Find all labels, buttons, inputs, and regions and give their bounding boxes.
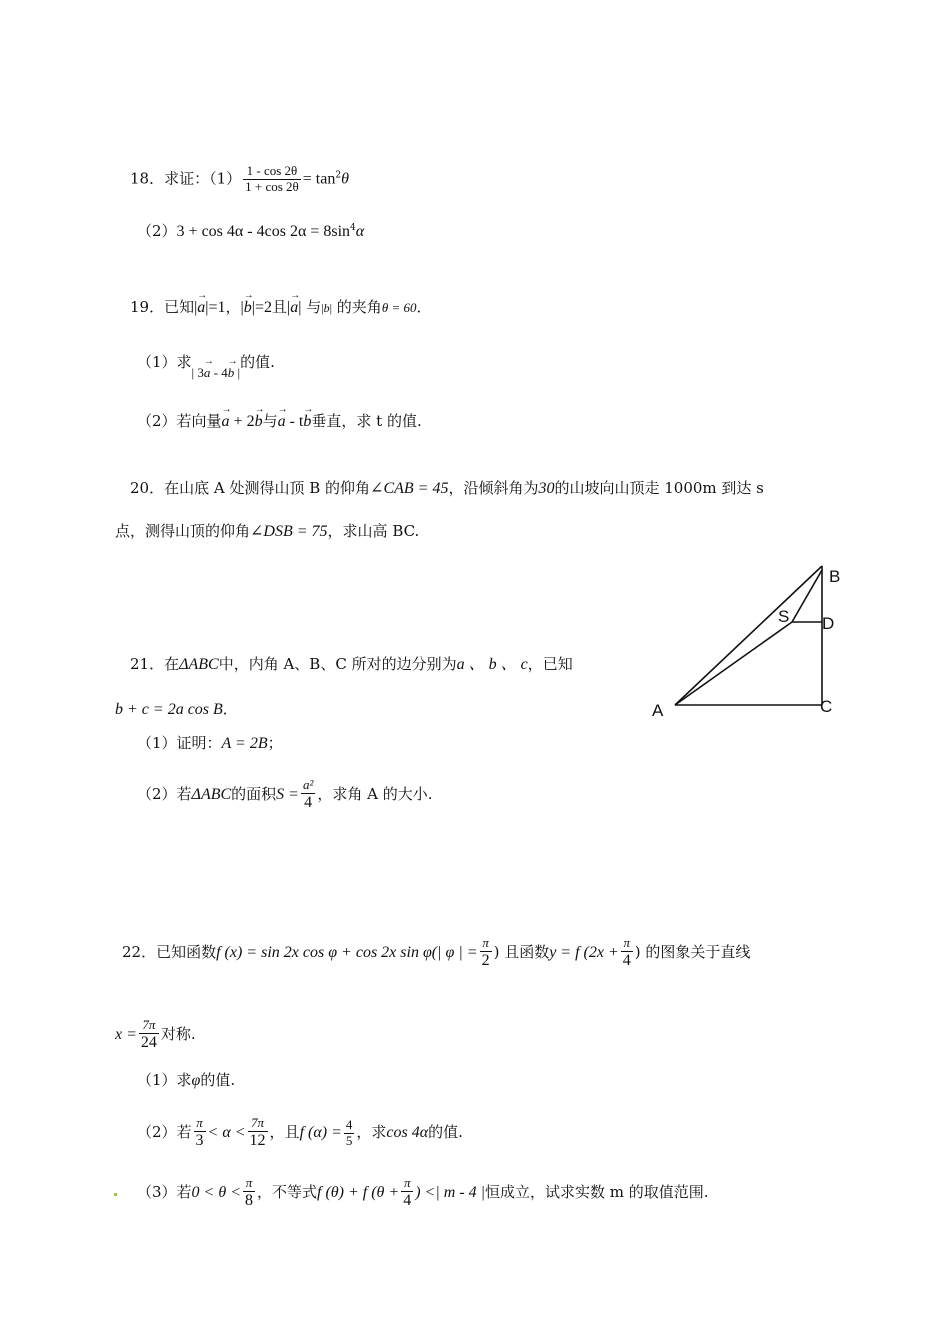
q18-line1: 18．求证：（1） $\frac{1 - \cos 2\theta}{1 + \cos 2\theta}$ = $\tan^2\theta$	[130, 163, 349, 194]
q22-line3: （1）求φ的值.	[137, 1071, 236, 1089]
label-S: S	[778, 607, 790, 626]
q21-line4: （2）若ΔABC的面积S = $\frac{\text{a²}}{4}$ ，求角 A 的大小.	[137, 777, 433, 811]
line-SB	[792, 570, 822, 622]
q21-line3: （1）证明：A = 2B；	[137, 734, 283, 752]
q20-line1: 20．在山底 A 处测得山顶 B 的仰角∠CAB = 45，沿倾斜角为30的山坡向山顶走 1000m 到达 s	[130, 479, 764, 497]
margin-mark	[114, 1193, 117, 1196]
q22-pi-over-4: $\frac{\pi}{4}$	[622, 935, 631, 969]
q21-area-fraction: $\frac{\text{a²}}{4}$	[302, 777, 314, 811]
q18-fraction: $\frac{1 - \cos 2\theta}{1 + \cos 2\theta}$	[245, 163, 299, 194]
q22-pi-over-2: $\frac{\pi}{2}$	[481, 935, 490, 969]
mountain-triangle-diagram	[640, 560, 850, 725]
q18-identity: 3 + cos 4α - 4cos 2α = 8sin	[176, 223, 351, 240]
label-B: B	[829, 567, 841, 586]
label-D: D	[822, 614, 835, 633]
label-A: A	[652, 701, 664, 720]
q22-line1: 22．已知函数f (x) = sin 2x cos φ + cos 2x sin φ(| φ | = $\frac{\pi}{2}$ ) 且函数y = f (2x + $\frac{\pi}{4}$ ) 的图象关于直线	[122, 935, 751, 969]
q21-line1: 21．在ΔABC中，内角 A、B、C 所对的边分别为a 、 b 、 c，已知	[130, 655, 573, 673]
line-AB	[675, 566, 822, 705]
q20-line2: 点，测得山顶的仰角∠DSB = 75，求山高 BC.	[115, 522, 420, 540]
q22-7pi-over-24: $\frac{7\pi}{24}$	[140, 1017, 157, 1051]
q19-line1: 19．已知|→ a|=1，|→ b|=2且|→ a| 与|b| 的夹角θ = 60．	[130, 300, 432, 316]
q22-line5: （3）若0 < θ < $\frac{\pi}{8}$ ，不等式f (θ) + f (θ + $\frac{\pi}{4}$ ) <| m - 4 |恒成立，试求实数 m 的取值范围.	[137, 1175, 709, 1209]
q18-line2: （2）3 + cos 4α - 4cos $2\alpha = 8\sin^4\alpha$	[137, 222, 365, 240]
q18-intro: 18．求证：（1）	[130, 169, 242, 188]
q19-line3: （2）若向量→ a + 2→ b与→ a - t→ b垂直，求 t 的值.	[137, 414, 422, 430]
label-C: C	[820, 697, 833, 716]
q22-line4: （2）若 $\frac{\pi}{3}$ < α < $\frac{7\pi}{12}$ ，且f (α) = $\frac{4}{5}$ ，求cos 4α的值.	[137, 1115, 463, 1149]
line-AS	[675, 622, 792, 705]
q19-line2: （1）求| 3→ a - 4→ b |的值.	[137, 355, 275, 370]
q21-line2: b + c = 2a cos B．	[115, 700, 238, 718]
q22-line2: x = $\frac{7\pi}{24}$ 对称.	[115, 1017, 196, 1051]
